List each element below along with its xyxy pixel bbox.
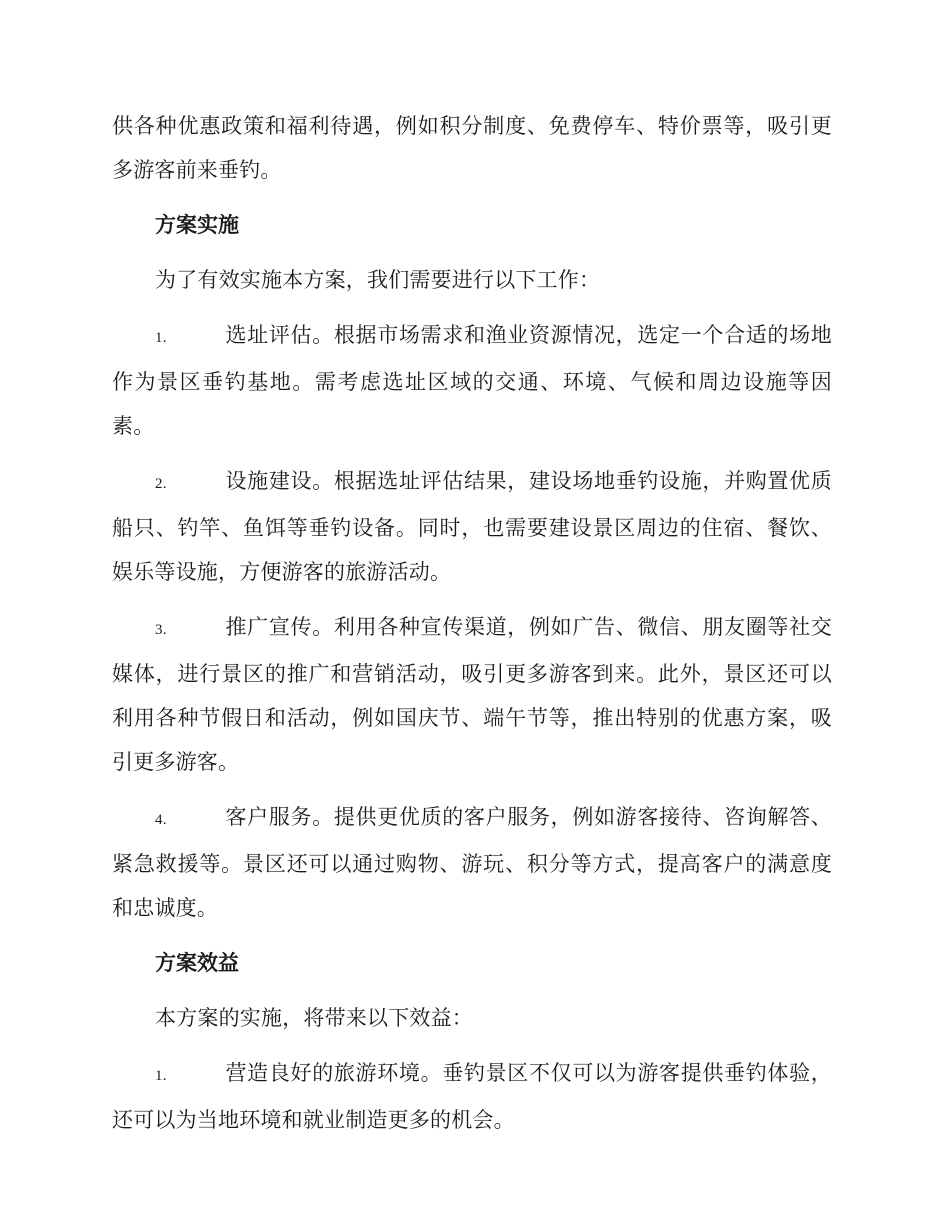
list-item-text: 推广宣传。利用各种宣传渠道，例如广告、微信、朋友圈等社交媒体，进行景区的推广和营销活动，吸引更多游客到来。此外，景区还可以利用各种节假日和活动，例如国庆节、端午节等，推出特别的优惠方案，吸引更多游客。	[112, 615, 832, 774]
list-item	[112, 795, 832, 930]
document-page	[112, 104, 832, 1153]
list-item	[112, 313, 832, 448]
list-number: 1.	[155, 330, 167, 346]
list-number: 3.	[155, 622, 167, 638]
section-heading-benefits: 方案效益	[155, 950, 239, 975]
list-item-text: 选址评估。根据市场需求和渔业资源情况，选定一个合适的场地作为景区垂钓基地。需考虑选址区域的交通、环境、气候和周边设施等因素。	[112, 323, 832, 438]
list-number: 4.	[155, 812, 167, 828]
implementation-intro: 为了有效实施本方案，我们需要进行以下工作：	[155, 268, 601, 292]
list-number: 1.	[155, 1068, 167, 1084]
list-item-text: 营造良好的旅游环境。垂钓景区不仅可以为游客提供垂钓体验，还可以为当地环境和就业制造更多的机会。	[112, 1061, 832, 1132]
list-item	[112, 459, 832, 594]
list-item-text: 设施建设。根据选址评估结果，建设场地垂钓设施，并购置优质船只、钓竿、鱼饵等垂钓设备。同时，也需要建设景区周边的住宿、餐饮、娱乐等设施，方便游客的旅游活动。	[112, 469, 832, 584]
paragraph-continuation: 供各种优惠政策和福利待遇，例如积分制度、免费停车、特价票等，吸引更多游客前来垂钓。	[112, 114, 832, 182]
list-item	[112, 1051, 832, 1142]
list-item-text: 客户服务。提供更优质的客户服务，例如游客接待、咨询解答、紧急救援等。景区还可以通过购物、游玩、积分等方式，提高客户的满意度和忠诚度。	[112, 805, 832, 920]
list-number: 2.	[155, 476, 167, 492]
benefits-intro: 本方案的实施，将带来以下效益：	[155, 1006, 473, 1030]
section-heading-implementation: 方案实施	[155, 212, 239, 237]
list-item	[112, 605, 832, 784]
